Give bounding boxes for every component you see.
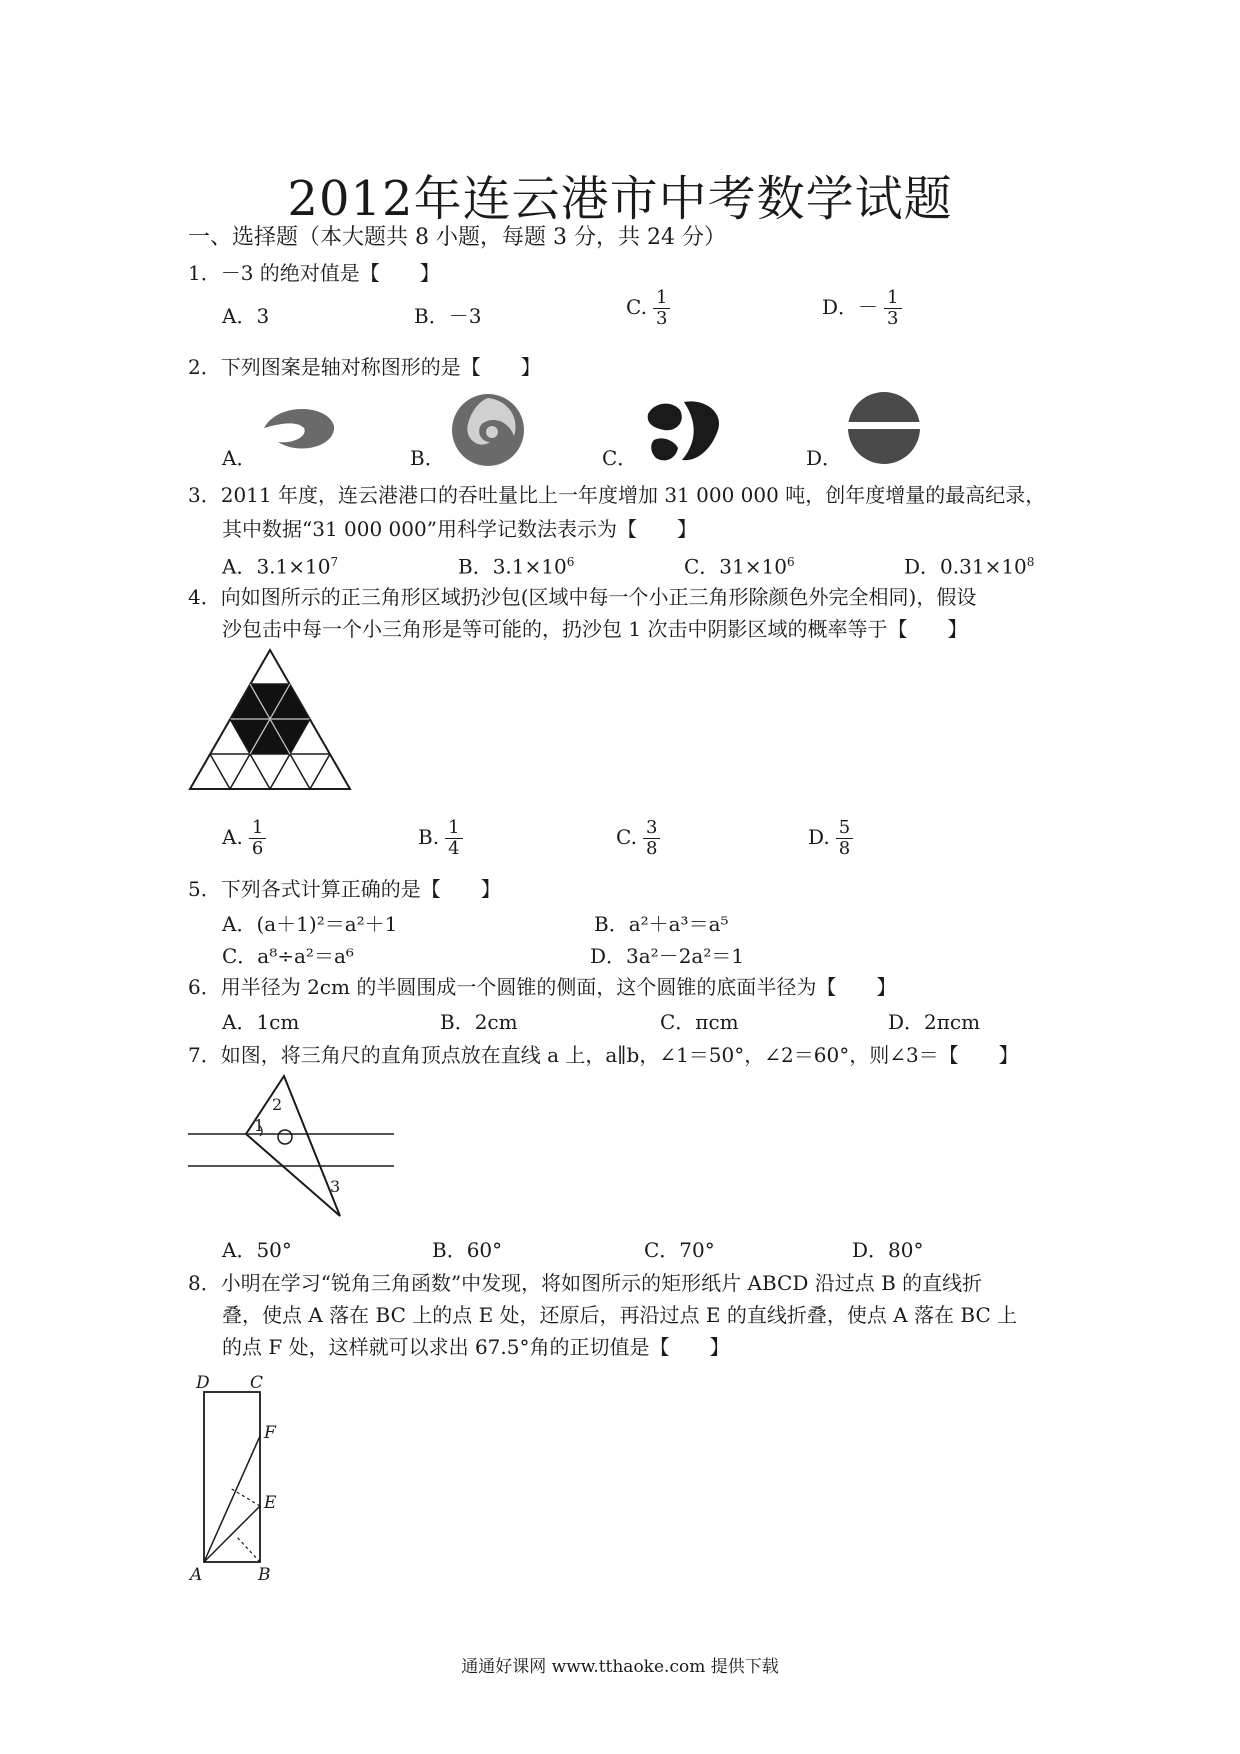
question-3-option-a: A．$3.1\times 10^7$ [222,554,339,579]
point-label-c: C [250,1373,264,1393]
angle-label-3: 3 [330,1177,341,1196]
fraction: $\frac{1}{3}$ [884,288,901,329]
question-3-option-c: C．$31\times 10^6$ [684,554,795,579]
question-1-option-d: D．－ $\frac{1}{3}$ [822,288,902,329]
point-label-a: A [190,1565,203,1585]
question-3-option-d: D．$0.31\times 10^8$ [904,554,1035,579]
question-6-stem: 6．用半径为 2cm 的半圆围成一个圆锥的侧面，这个圆锥的底面半径为【 】 [188,975,897,999]
question-8-line-1: 8．小明在学习“锐角三角函数”中发现，将如图所示的矩形纸片 ABCD 沿过点 B 的直线折 [188,1271,983,1295]
question-2-option-d: D． [806,446,843,470]
question-5-option-b: B．a²＋a³＝a⁵ [594,912,729,936]
question-7-option-d: D．80° [852,1238,924,1262]
page-footer: 通通好课网 www.tthaoke.com 提供下载 [461,1657,779,1677]
question-2-stem: 2．下列图案是轴对称图形的是【 】 [188,355,541,379]
question-5-option-d: D．3a²－2a²＝1 [590,944,745,968]
question-7-option-a: A．50° [222,1238,292,1262]
logo-figure-a [258,400,338,460]
section-header: 一、选择题（本大题共 8 小题，每题 3 分，共 24 分） [188,225,726,250]
question-1-option-a: A．3 [222,304,270,328]
angle-label-1: 1 [254,1116,265,1135]
question-2-option-b: B． [410,446,445,470]
question-4-line-1: 4．向如图所示的正三角形区域扔沙包(区域中每一个小正三角形除颜色外完全相同)，假设 [188,585,977,609]
question-5-option-a: A．(a＋1)²＝a²＋1 [222,912,398,936]
question-6-option-c: C．πcm [660,1010,739,1034]
question-6-option-b: B．2cm [440,1010,518,1034]
question-2-option-c: C． [602,446,638,470]
fraction: $\frac{3}{8}$ [643,818,660,859]
rectangle-fold-figure [188,1374,288,1586]
question-3-line-1: 3．2011 年度，连云港港口的吞吐量比上一年度增加 31 000 000 吨，创年度增量的最高纪录， [188,483,1046,507]
question-1-option-b: B．－3 [414,304,482,328]
logo-figure-b [448,390,528,470]
question-5-stem: 5．下列各式计算正确的是【 】 [188,877,501,901]
point-label-b: B [258,1565,271,1585]
question-7-option-c: C．70° [644,1238,715,1262]
point-label-f: F [264,1423,276,1443]
point-label-e: E [264,1493,277,1513]
question-7-option-b: B．60° [432,1238,503,1262]
question-5-option-c: C．a⁸÷a²＝a⁶ [222,944,354,968]
question-4-option-c: C. $\frac{3}{8}$ [616,818,660,859]
question-4-line-2: 沙包击中每一个小三角形是等可能的，扔沙包 1 次击中阴影区域的概率等于【 】 [222,617,968,641]
parallel-lines-figure [188,1076,398,1224]
question-8-line-3: 的点 F 处，这样就可以求出 67.5°角的正切值是【 】 [222,1335,730,1359]
fraction: $\frac{1}{3}$ [653,288,670,329]
question-4-option-a: A. $\frac{1}{6}$ [222,818,266,859]
point-label-d: D [196,1373,210,1393]
logo-figure-d [846,390,922,466]
question-6-option-a: A．1cm [222,1010,300,1034]
angle-label-2: 2 [272,1095,283,1114]
question-1-option-c: C. $\frac{1}{3}$ [626,288,670,329]
fraction: $\frac{5}{8}$ [836,818,853,859]
fraction: $\frac{1}{4}$ [445,818,462,859]
question-4-option-d: D. $\frac{5}{8}$ [808,818,853,859]
triangle-grid-figure [190,650,350,792]
question-6-option-d: D．2πcm [888,1010,981,1034]
question-2-option-a: A． [222,446,257,470]
page-title: 2012年连云港市中考数学试题 [287,171,953,227]
question-3-line-2: 其中数据“31 000 000”用科学记数法表示为【 】 [222,517,697,541]
fraction: $\frac{1}{6}$ [249,818,266,859]
question-7-stem: 7．如图，将三角尺的直角顶点放在直线 a 上，a∥b，∠1＝50°，∠2＝60°，则∠3＝【 】 [188,1043,1019,1067]
question-3-option-b: B．$3.1\times 10^6$ [458,554,575,579]
logo-figure-c [640,396,730,466]
question-4-option-b: B. $\frac{1}{4}$ [418,818,463,859]
question-1-stem: 1．－3 的绝对值是【 】 [188,261,440,285]
question-8-line-2: 叠，使点 A 落在 BC 上的点 E 处，还原后，再沿过点 E 的直线折叠，使点 A 落在 BC 上 [222,1303,1018,1327]
